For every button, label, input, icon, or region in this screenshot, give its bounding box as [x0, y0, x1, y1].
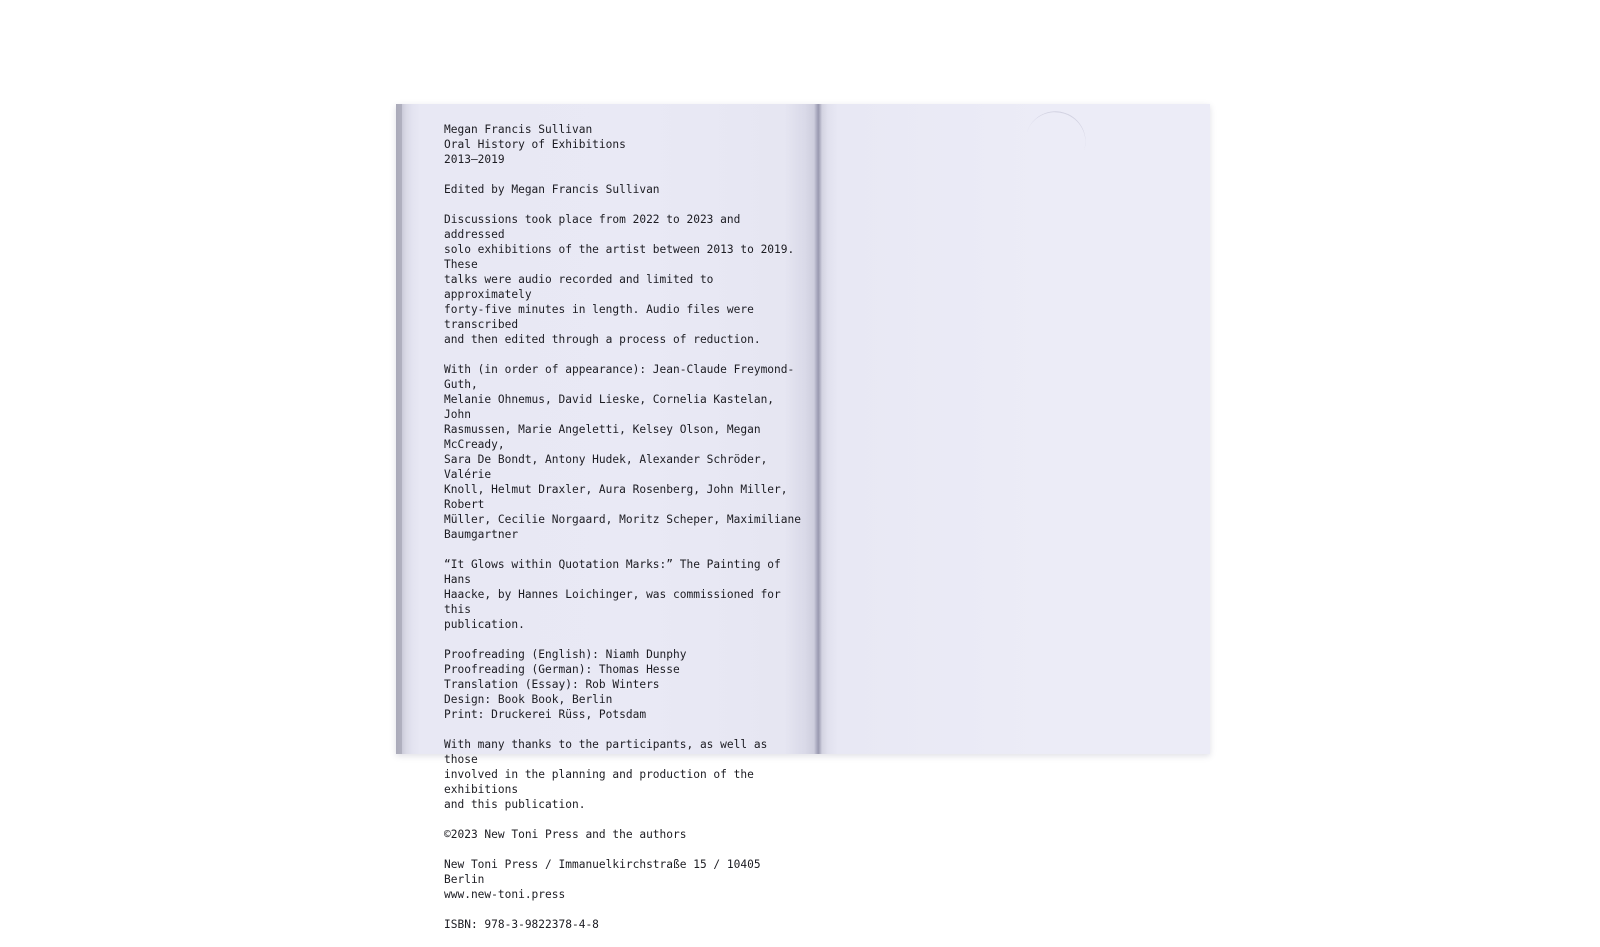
publisher-address: New Toni Press / Immanuelkirchstraße 15 / 10405 Berlin www.new-toni.press: [444, 858, 761, 901]
page-edges: [396, 104, 402, 754]
page-curl-mark: [1027, 103, 1094, 151]
participants-paragraph: With (in order of appearance): Jean-Claude Freymond-Guth, Melanie Ohnemus, David Lieske, Cornelia Kastelan, John Rasmussen, Marie Angeletti, Kelsey Olson, Megan McCready, Sara De Bondt, Antony Hudek, Alexander Schröder, Valérie Knoll, Helmut Draxler, Aura Rosenberg, John Miller, Robert Müller, Cecilie Norgaard, Moritz Scheper, Maximiliane Baumgartner: [444, 363, 801, 541]
book-gutter: [814, 104, 822, 754]
essay-note-paragraph: “It Glows within Quotation Marks:” The Painting of Hans Haacke, by Hannes Loichinger, was commissioned for this publication.: [444, 558, 781, 631]
left-page: [396, 104, 818, 931]
colophon-text: [444, 122, 804, 947]
credits-paragraph: Proofreading (English): Niamh Dunphy Proofreading (German): Thomas Hesse Translation (Essay): Rob Winters Design: Book Book, Berlin Print: Druckerei Rüss, Potsdam: [444, 648, 687, 721]
copyright-line: ©2023 New Toni Press and the authors: [444, 828, 687, 841]
title-block: Megan Francis Sullivan Oral History of Exhibitions 2013–2019: [444, 123, 626, 166]
right-page: [818, 104, 1210, 754]
description-paragraph: Discussions took place from 2022 to 2023 and addressed solo exhibitions of the artist between 2013 to 2019. These talks were audio recorded and limited to approximately forty-five minutes in length. Audio files were transcribed and then edited through a process of reduction.: [444, 213, 795, 346]
editor-line: Edited by Megan Francis Sullivan: [444, 183, 660, 196]
open-book: [396, 104, 1210, 931]
isbn-line: ISBN: 978-3-9822378-4-8: [444, 918, 599, 931]
thanks-paragraph: With many thanks to the participants, as well as those involved in the planning and production of the exhibitions and this publication.: [444, 738, 768, 811]
